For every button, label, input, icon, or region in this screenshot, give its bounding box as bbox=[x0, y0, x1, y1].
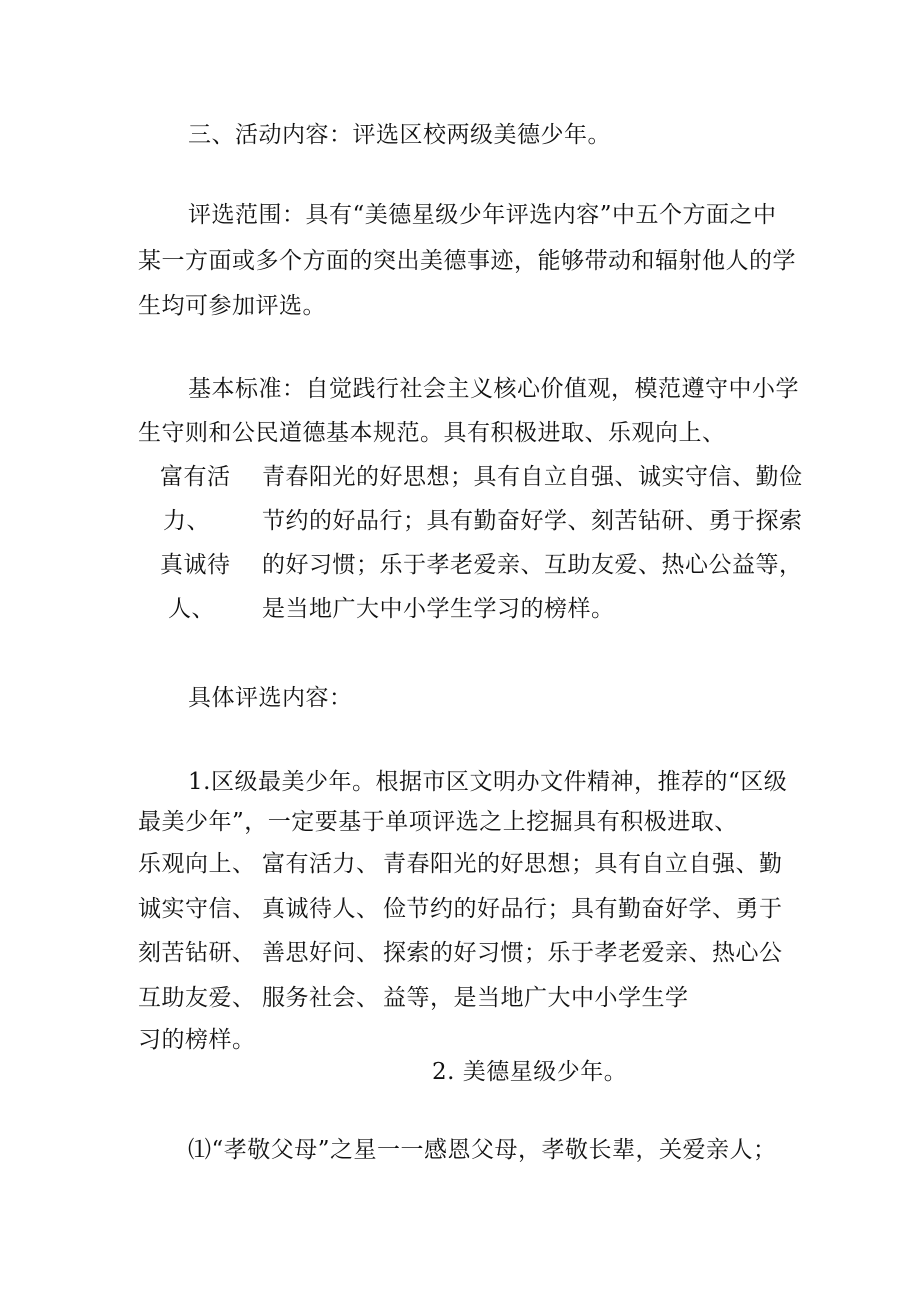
standard-right-3: 的好习惯；乐于孝老爱亲、互助友爱、热心公益等， bbox=[262, 552, 803, 578]
item1-col-c-1: 青春阳光的好思想；具有自立自强、勤 bbox=[383, 851, 783, 877]
standard-left-2: 力、 bbox=[163, 508, 210, 534]
item1-col-b-4: 服务社会、 bbox=[262, 985, 380, 1011]
content-heading: 具体评选内容： bbox=[188, 685, 353, 711]
item1-col-a-1: 乐观向上、 bbox=[138, 851, 256, 877]
scope-line-3: 生均可参加评选。 bbox=[138, 293, 326, 319]
standard-left-4: 人、 bbox=[168, 596, 215, 622]
item1-col-c-2: 俭节约的好品行；具有勤奋好学、勇于 bbox=[383, 896, 783, 922]
standard-right-1: 青春阳光的好思想；具有自立自强、诚实守信、勤俭 bbox=[262, 464, 803, 490]
scope-line-2: 某一方面或多个方面的突出美德事迹，能够带动和辐射他人的学 bbox=[138, 248, 796, 274]
item1-col-a-4: 互助友爱、 bbox=[138, 985, 256, 1011]
item1-col-b-2: 真诚待人、 bbox=[262, 896, 380, 922]
item1-col-b-3: 善思好问、 bbox=[262, 940, 380, 966]
item2-heading: 2. 美德星级少年。 bbox=[432, 1059, 628, 1085]
item1-col-c-3: 探索的好习惯；乐于孝老爱亲、热心公 bbox=[383, 940, 783, 966]
section-title: 三、活动内容：评选区校两级美德少年。 bbox=[188, 122, 611, 148]
standard-right-2: 节约的好品行；具有勤奋好学、刻苦钻研、勇于探索 bbox=[262, 508, 803, 534]
item1-col-a-3: 刻苦钻研、 bbox=[138, 940, 256, 966]
item1-col-b-1: 富有活力、 bbox=[262, 851, 380, 877]
item1-line-2: 最美少年”，一定要基于单项评选之上挖掘具有积极进取、 bbox=[138, 809, 738, 835]
scope-line-1: 评选范围：具有“美德星级少年评选内容”中五个方面之中 bbox=[188, 202, 777, 228]
standard-line-2: 生守则和公民道德基本规范。具有积极进取、乐观向上、 bbox=[138, 420, 726, 446]
standard-line-1: 基本标准：自觉践行社会主义核心价值观，模范遵守中小学 bbox=[188, 376, 799, 402]
item1-col-a-5: 习的榜样。 bbox=[138, 1027, 256, 1053]
item1-col-a-2: 诚实守信、 bbox=[138, 896, 256, 922]
item2-first-line: ⑴“孝敬父母”之星一一感恩父母，孝敬长辈，关爱亲人； bbox=[188, 1137, 777, 1163]
standard-left-3: 真诚待 bbox=[160, 552, 231, 578]
standard-right-4: 是当地广大中小学生学习的榜样。 bbox=[262, 596, 615, 622]
item1-col-c-4: 益等，是当地广大中小学生学 bbox=[383, 985, 689, 1011]
standard-left-1: 富有活 bbox=[160, 464, 231, 490]
item1-line-1: 1.区级最美少年。根据市区文明办文件精神，推荐的“区级 bbox=[188, 769, 788, 795]
